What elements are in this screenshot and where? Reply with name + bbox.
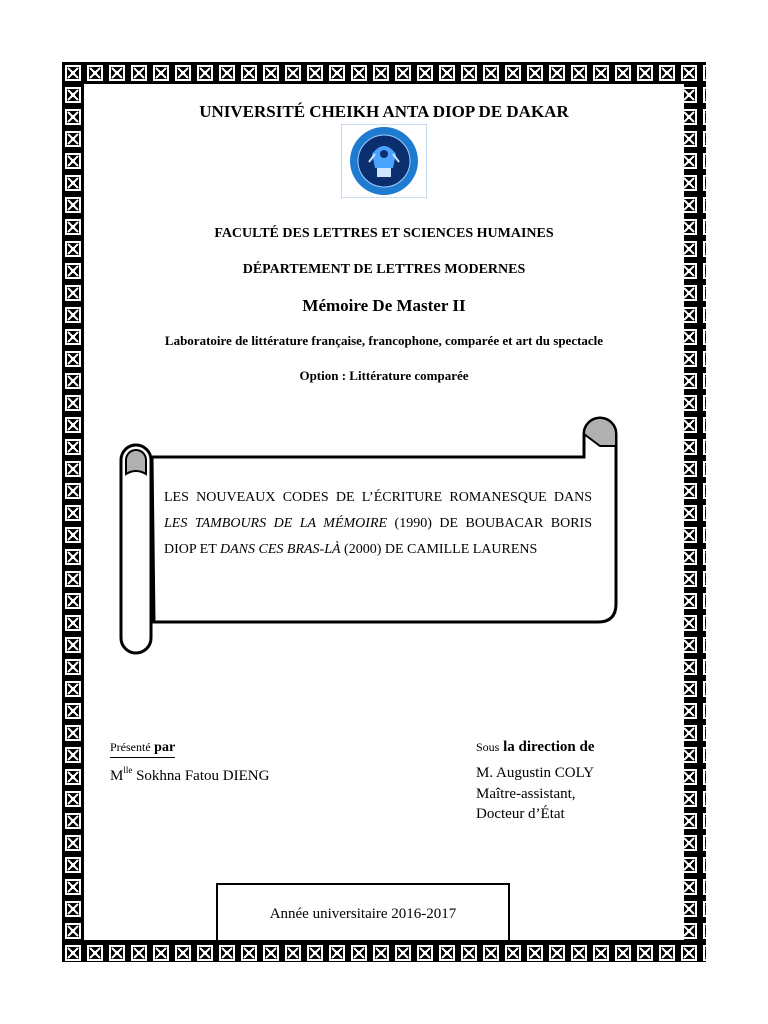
thesis-title-part3: (2000) DE CAMILLE LAURENS: [340, 542, 538, 557]
student-fullname: Sokhna Fatou DIENG: [132, 768, 270, 784]
academic-year: Année universitaire 2016-2017: [269, 906, 457, 922]
director-name: M. Augustin COLY: [476, 765, 595, 781]
laboratory-name: Laboratoire de littérature française, francophone, comparée et art du spectacle: [164, 333, 604, 348]
thesis-title-part1: LES NOUVEAUX CODES DE L’ÉCRITURE ROMANESQUE DANS: [164, 490, 592, 505]
presented-label-small: Présenté: [110, 740, 151, 754]
director-title: Docteur d’État: [476, 806, 565, 822]
thesis-title: [164, 485, 592, 563]
direction-label-small: Sous: [476, 740, 500, 754]
university-name: UNIVERSITÉ CHEIKH ANTA DIOP DE DAKAR: [199, 102, 569, 121]
direction-label: [476, 738, 594, 756]
book-title-1: LES TAMBOURS DE LA MÉMOIRE: [164, 516, 388, 531]
ucad-seal-logo: [341, 124, 427, 198]
direction-label-big: la direction de: [499, 739, 595, 755]
faculty-name: FACULTÉ DES LETTRES ET SCIENCES HUMAINES: [214, 226, 554, 241]
department-name: DÉPARTEMENT DE LETTRES MODERNES: [242, 262, 526, 277]
student-name: [110, 765, 269, 785]
director-rank: Maître-assistant,: [476, 786, 576, 802]
student-title-sup: lle: [123, 765, 133, 775]
presented-by-label: [110, 738, 175, 758]
thesis-title-part2: (1990) DE BOUBACAR BORIS DIOP ET: [164, 516, 593, 557]
option-label: Option : Littérature comparée: [299, 368, 469, 383]
book-title-2: DANS CES BRAS-LÀ: [220, 542, 341, 557]
student-title: M: [110, 768, 124, 784]
presented-label-big: par: [150, 740, 176, 755]
degree-title: Mémoire De Master II: [302, 296, 466, 315]
